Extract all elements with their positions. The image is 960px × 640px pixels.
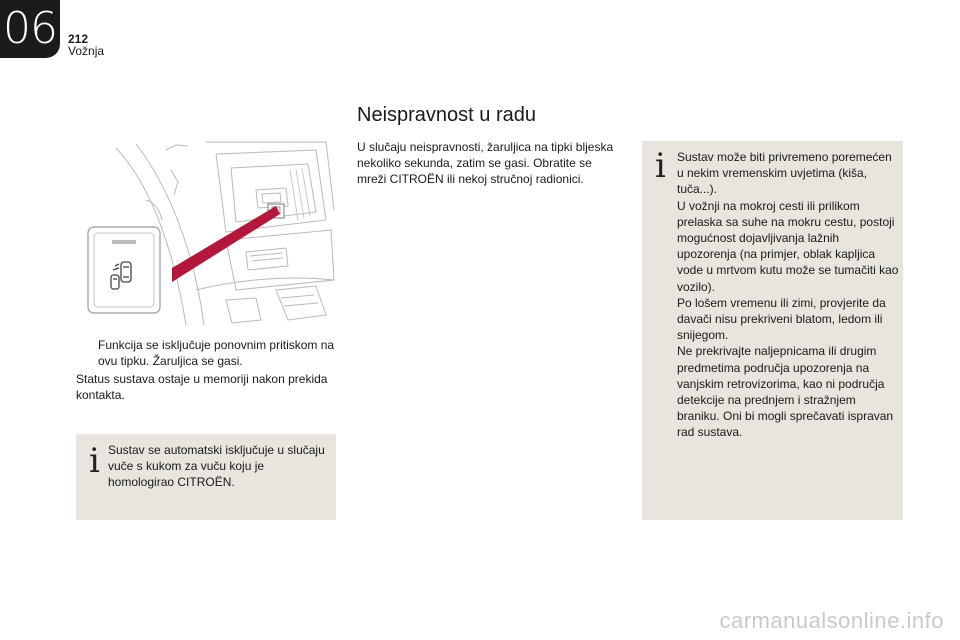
malfunction-paragraph: U slučaju neispravnosti, žaruljica na tipki bljeska nekoliko sekunda, zatim se gasi. Obratite se mreži CITROËN ili nekoj stručnoj radionici.	[357, 140, 614, 187]
section-heading: Neispravnost u radu	[357, 104, 536, 126]
bullet-item	[76, 337, 341, 369]
status-text: Status sustava ostaje u memoriji nakon prekida kontakta.	[76, 372, 328, 402]
info-icon: i	[89, 441, 100, 481]
info-box-conditions	[642, 141, 903, 520]
pointer-line	[172, 206, 280, 282]
info-line: U vožnji na mokroj cesti ili prilikom prelaska sa suhe na mokru cestu, postoji mogućnost dojavljivanja lažnih upozorenja (na primjer, oblak kapljica vode u mrtvom kutu može se tumačiti kao vozilo).	[677, 198, 899, 294]
bullet-text: Funkcija se isključuje ponovnim pritiskom na ovu tipku. Žaruljica se gasi.	[98, 338, 335, 368]
button-closeup	[88, 227, 160, 313]
info-note-text: Sustav se automatski isključuje u slučaju vuče s kukom za vuču koju je homologirao CITROËN.	[108, 443, 325, 490]
info-line: Sustav može biti privremeno poremećen u nekim vremenskim uvjetima (kiša, tuča...).	[677, 150, 892, 197]
info-line: Po lošem vremenu ili zimi, provjerite da davači nisu prekriveni blatom, ledom ili snijegom.	[677, 295, 886, 343]
watermark: carmanualsonline.info	[719, 608, 944, 633]
info-line: Ne prekrivajte naljepnicama ili drugim predmetima područja upozorenja na vanjskim retrovizorima, kao ni područja detekcije na prednjem i stražnjem braniku. Oni bi mogli sprečavati ispravan rad sustava.	[677, 344, 894, 440]
info-box-towing	[76, 434, 336, 520]
dashboard-button-illustration	[76, 140, 336, 325]
info-box-text	[677, 149, 899, 441]
left-text-block	[76, 337, 341, 403]
bullet-marker	[76, 337, 98, 369]
indicator-lamp	[112, 240, 136, 244]
info-icon: i	[655, 146, 666, 186]
chapter-tab: 06	[0, 0, 60, 58]
section-name: Vožnja	[68, 44, 105, 58]
page-number: 212	[68, 32, 89, 46]
